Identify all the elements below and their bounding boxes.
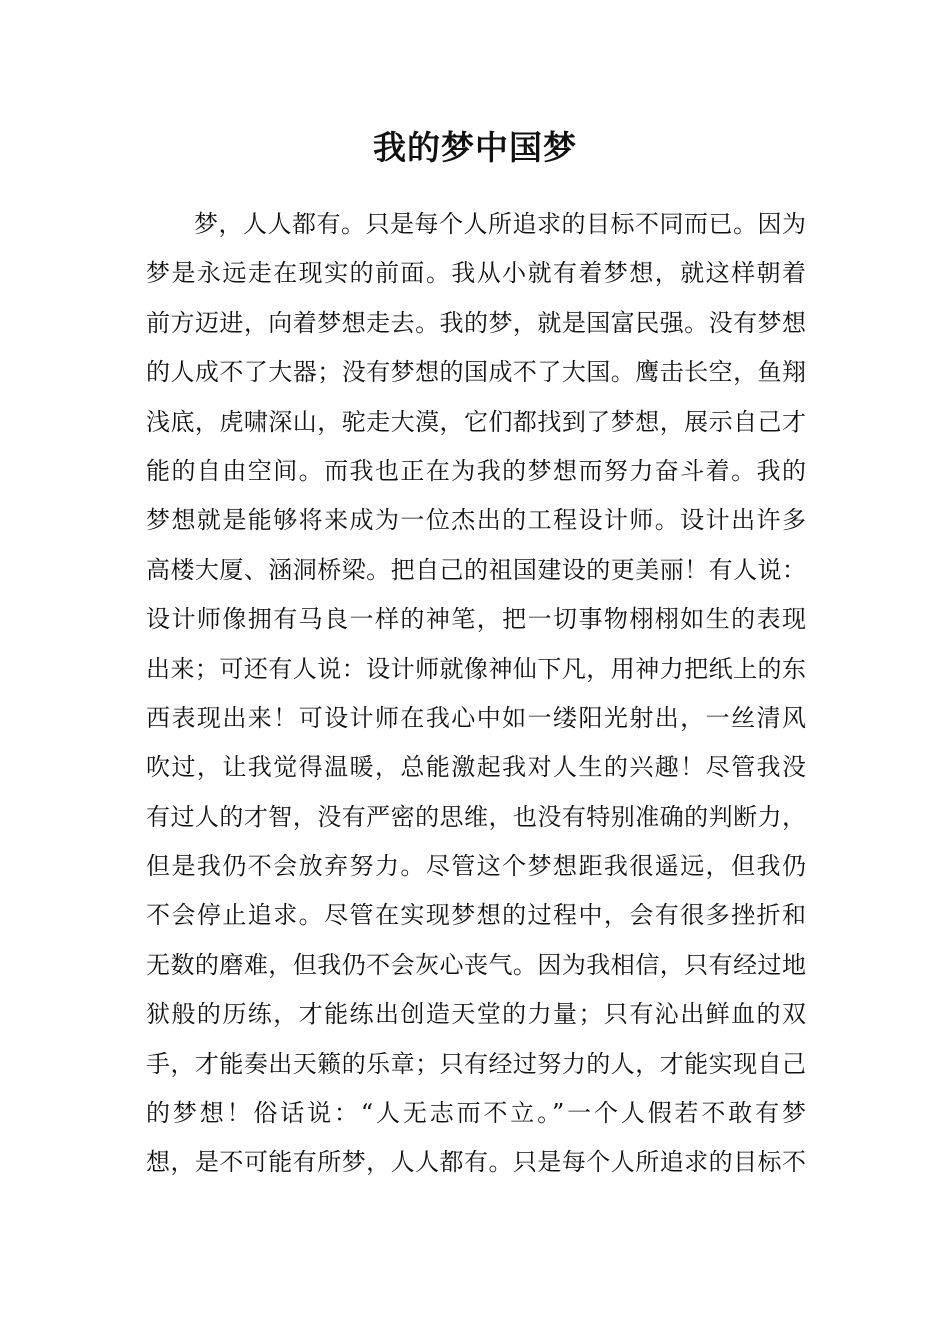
text-line: 不会停止追求。尽管在实现梦想的过程中，会有很多挫折和 — [146, 901, 806, 930]
text-line: 想，是不可能有所梦，人人都有。只是每个人所追求的目标不 — [146, 1148, 806, 1177]
text-line: 西表现出来！可设计师在我心中如一缕阳光射出，一丝清风 — [146, 703, 806, 732]
text-line: 但是我仍不会放弃努力。尽管这个梦想距我很遥远，但我仍 — [146, 852, 806, 881]
text-line: 的梦想！俗话说：“人无志而不立。”一个人假若不敢有梦 — [146, 1099, 806, 1128]
text-line: 手，才能奏出天籁的乐章；只有经过努力的人，才能实现自己 — [146, 1049, 806, 1078]
text-line: 无数的磨难，但我仍不会灰心丧气。因为我相信，只有经过地 — [146, 950, 806, 979]
text-line: 高楼大厦、涵洞桥梁。把自己的祖国建设的更美丽！有人说： — [146, 555, 806, 584]
text-line: 能的自由空间。而我也正在为我的梦想而努力奋斗着。我的 — [146, 456, 806, 485]
text-line: 吹过，让我觉得温暖，总能激起我对人生的兴趣！尽管我没 — [146, 753, 806, 782]
body-paragraph — [146, 200, 806, 1188]
text-line: 浅底，虎啸深山，驼走大漠，它们都找到了梦想，展示自己才 — [146, 407, 806, 436]
document-title: 我的梦中国梦 — [373, 128, 577, 167]
text-line: 梦，人人都有。只是每个人所追求的目标不同而已。因为 — [194, 210, 806, 238]
text-line: 的人成不了大器；没有梦想的国成不了大国。鹰击长空，鱼翔 — [146, 358, 806, 387]
text-line: 有过人的才智，没有严密的思维，也没有特别准确的判断力， — [146, 802, 806, 831]
text-line: 梦想就是能够将来成为一位杰出的工程设计师。设计出许多 — [146, 506, 806, 535]
text-line: 设计师像拥有马良一样的神笔，把一切事物栩栩如生的表现 — [146, 605, 806, 634]
text-line: 狱般的历练，才能练出创造天堂的力量；只有沁出鲜血的双 — [146, 1000, 806, 1029]
text-line: 出来；可还有人说：设计师就像神仙下凡，用神力把纸上的东 — [146, 654, 806, 683]
text-line: 前方迈进，向着梦想走去。我的梦，就是国富民强。没有梦想 — [146, 308, 806, 337]
text-line: 梦是永远走在现实的前面。我从小就有着梦想，就这样朝着 — [146, 259, 806, 288]
